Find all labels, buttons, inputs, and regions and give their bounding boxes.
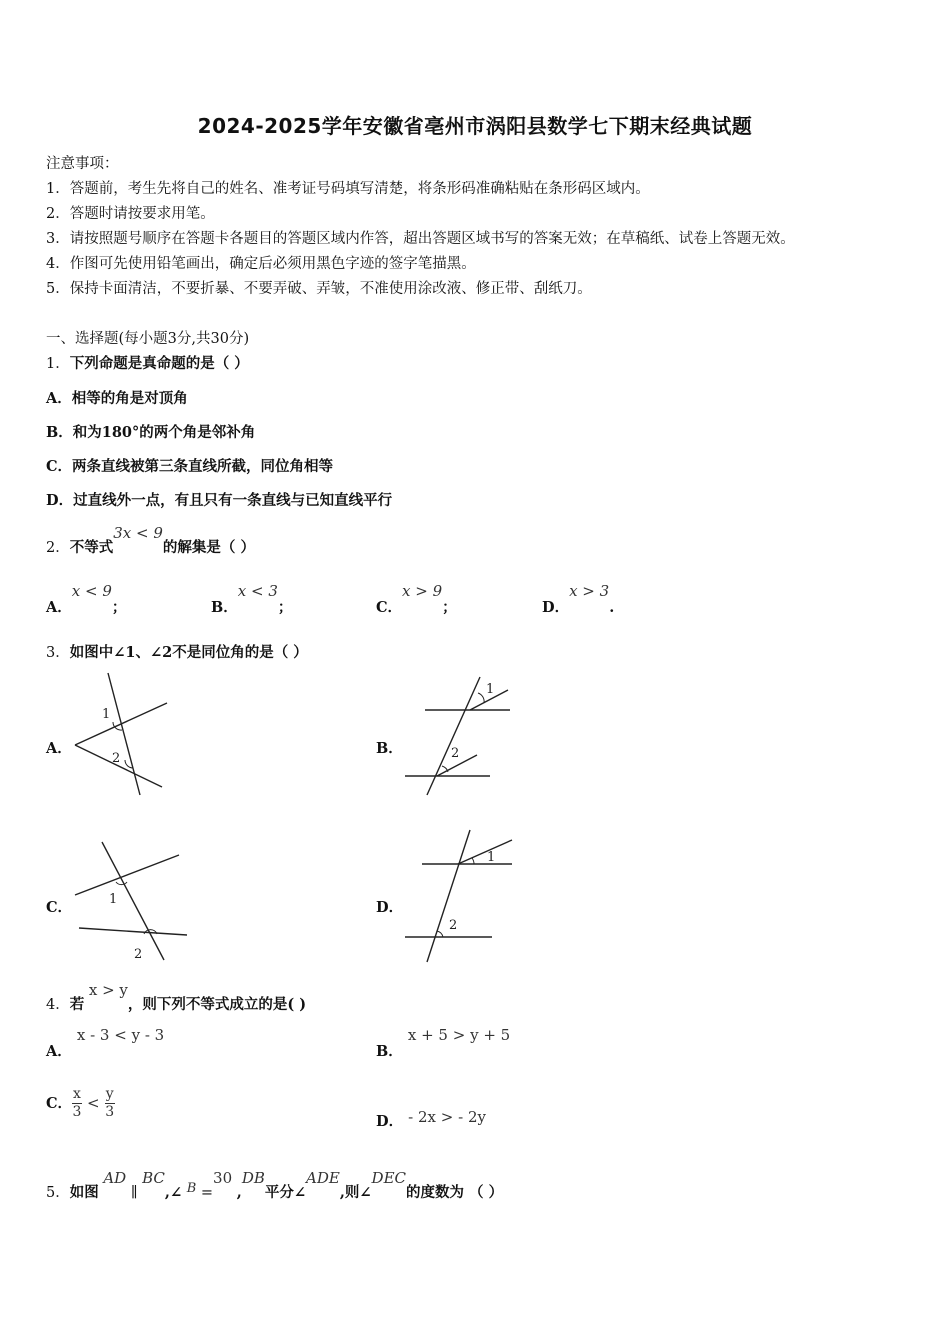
question-number: 4． [46,997,70,1013]
condition-expr: x > y [88,981,128,999]
option-expr: x > 3 [569,582,610,600]
option-expr: x < 9 [71,582,112,600]
page-title: 2024-2025学年安徽省亳州市涡阳县数学七下期末经典试题 [197,114,753,138]
q2-option-c [376,580,457,616]
q1-option-c: C．两条直线被第三条直线所截，同位角相等 [46,458,334,475]
notice-item: 1．答题前，考生先将自己的姓名、准考证号码填写清楚，将条形码准确粘贴在条形码区域内。 [46,181,650,197]
q3-option-b-label: B． [376,740,403,757]
q4-option-a [46,1024,165,1060]
question-stem-post: ，则下列不等式成立的是( ) [127,996,307,1013]
transversal-line [427,677,480,795]
question-stem: 下列命题是真命题的是（ ） [69,355,249,372]
angle-dec: DEC [371,1169,406,1187]
segment-bc: BC [142,1169,165,1187]
q1-option-d: D．过直线外一点，有且只有一条直线与已知直线平行 [46,492,393,509]
numerator: y [105,1086,114,1102]
notice-item: 5．保持卡面清洁，不要折暴、不要弄破、弄皱，不准使用涂改液、修正带、刮纸刀。 [46,281,592,297]
q3-option-d-label: D． [376,899,404,916]
denominator: 3 [72,1104,82,1120]
angle-1-label: 1 [487,850,496,865]
question-stem-pre: 不等式 [69,539,114,556]
notice-heading: 注意事项： [46,156,119,172]
notice-item: 2．答题时请按要求用笔。 [46,206,215,222]
question-number: 5． [46,1185,70,1201]
question-1 [46,352,249,373]
option-expr: - 2x > - 2y [408,1108,486,1126]
question-4 [46,981,307,1014]
option-end: ； [111,599,127,616]
then-text: ,则∠ [339,1184,372,1201]
question-stem: 如图中∠1、∠2不是同位角的是（ ） [69,644,308,661]
transversal-line [108,673,140,795]
angle-symbol: ,∠ [164,1184,183,1201]
fraction-right [105,1086,115,1121]
angle-ade: ADE [306,1169,340,1187]
question-number: 1． [46,356,70,372]
question-stem-pre: 若 [69,996,85,1013]
option-label: A． [46,599,72,616]
angle-1-label: 1 [486,682,495,697]
q2-option-d [542,580,615,616]
option-end: ； [277,599,293,616]
equals-sign: = [200,1185,214,1201]
option-label: D． [542,599,570,616]
q3-option-c-label: C． [46,899,73,916]
option-expr: x < 3 [237,582,278,600]
question-stem-post: 的度数为 （ ） [406,1184,504,1201]
question-stem-post: 的解集是（ ） [162,539,255,556]
figure-a [70,665,180,800]
denominator: 3 [105,1104,115,1120]
option-label: C． [376,599,403,616]
notice-item: 3．请按照题号顺序在答题卡各题目的答题区域内作答，超出答题区域书写的答案无效；在草稿纸、试卷上答题无效。 [46,231,795,247]
section-heading: 一、选择题(每小题3分,共30分) [46,331,250,347]
bisects-text: 平分∠ [264,1184,307,1201]
option-label: D． [376,1113,404,1130]
option-operator: < [87,1094,100,1112]
angle-arc [116,882,127,885]
option-expr: x + 5 > y + 5 [407,1026,511,1044]
q2-option-b [211,580,293,616]
option-expr: x > 9 [402,582,443,600]
option-label: B． [211,599,238,616]
segment-ad: AD [103,1169,127,1187]
angle-2-label: 2 [112,751,121,766]
figure-b [400,675,515,800]
line-lower [79,928,187,935]
option-label: B． [376,1043,403,1060]
option-expr: x - 3 < y - 3 [76,1026,165,1044]
line-upper [75,703,167,745]
notice-item: 4．作图可先使用铅笔画出，确定后必须用黑色字迹的签字笔描黑。 [46,256,476,272]
question-number: 2． [46,540,70,556]
figure-c [72,838,192,968]
angle-b: B [186,1181,197,1196]
angle-arc [437,931,443,937]
angle-2-label: 2 [134,947,143,962]
comma: , [236,1184,242,1201]
numerator: x [73,1086,81,1102]
angle-2-label: 2 [449,918,458,933]
question-number: 3． [46,645,70,661]
figure-d [400,828,520,968]
fraction-left [72,1086,82,1121]
segment-db: DB [241,1169,265,1187]
question-5 [46,1169,504,1202]
angle-arc [472,858,474,864]
angle-1-label: 1 [102,707,111,722]
option-label: A． [46,1043,72,1060]
q2-option-a [46,580,127,616]
q4-option-b [376,1024,511,1060]
option-end: ； [442,599,457,616]
option-end: . [609,599,615,616]
inequality-expr: 3x < 9 [113,524,163,542]
q4-option-d [376,1110,486,1131]
transversal-line [427,830,470,962]
question-2 [46,524,255,557]
question-stem-pre: 如图 [69,1184,99,1201]
angle-2-label: 2 [451,746,460,761]
parallel-symbol: ∥ [130,1185,138,1201]
angle-value: 30 [213,1169,233,1187]
option-label: C． [46,1095,73,1112]
question-3 [46,641,308,662]
q1-option-a: A．相等的角是对顶角 [46,390,188,407]
q3-option-a-label: A． [46,740,72,757]
angle-arc [478,693,484,703]
q1-option-b: B．和为180°的两个角是邻补角 [46,424,256,441]
angle-1-label: 1 [109,892,118,907]
q4-option-c [46,1086,115,1121]
